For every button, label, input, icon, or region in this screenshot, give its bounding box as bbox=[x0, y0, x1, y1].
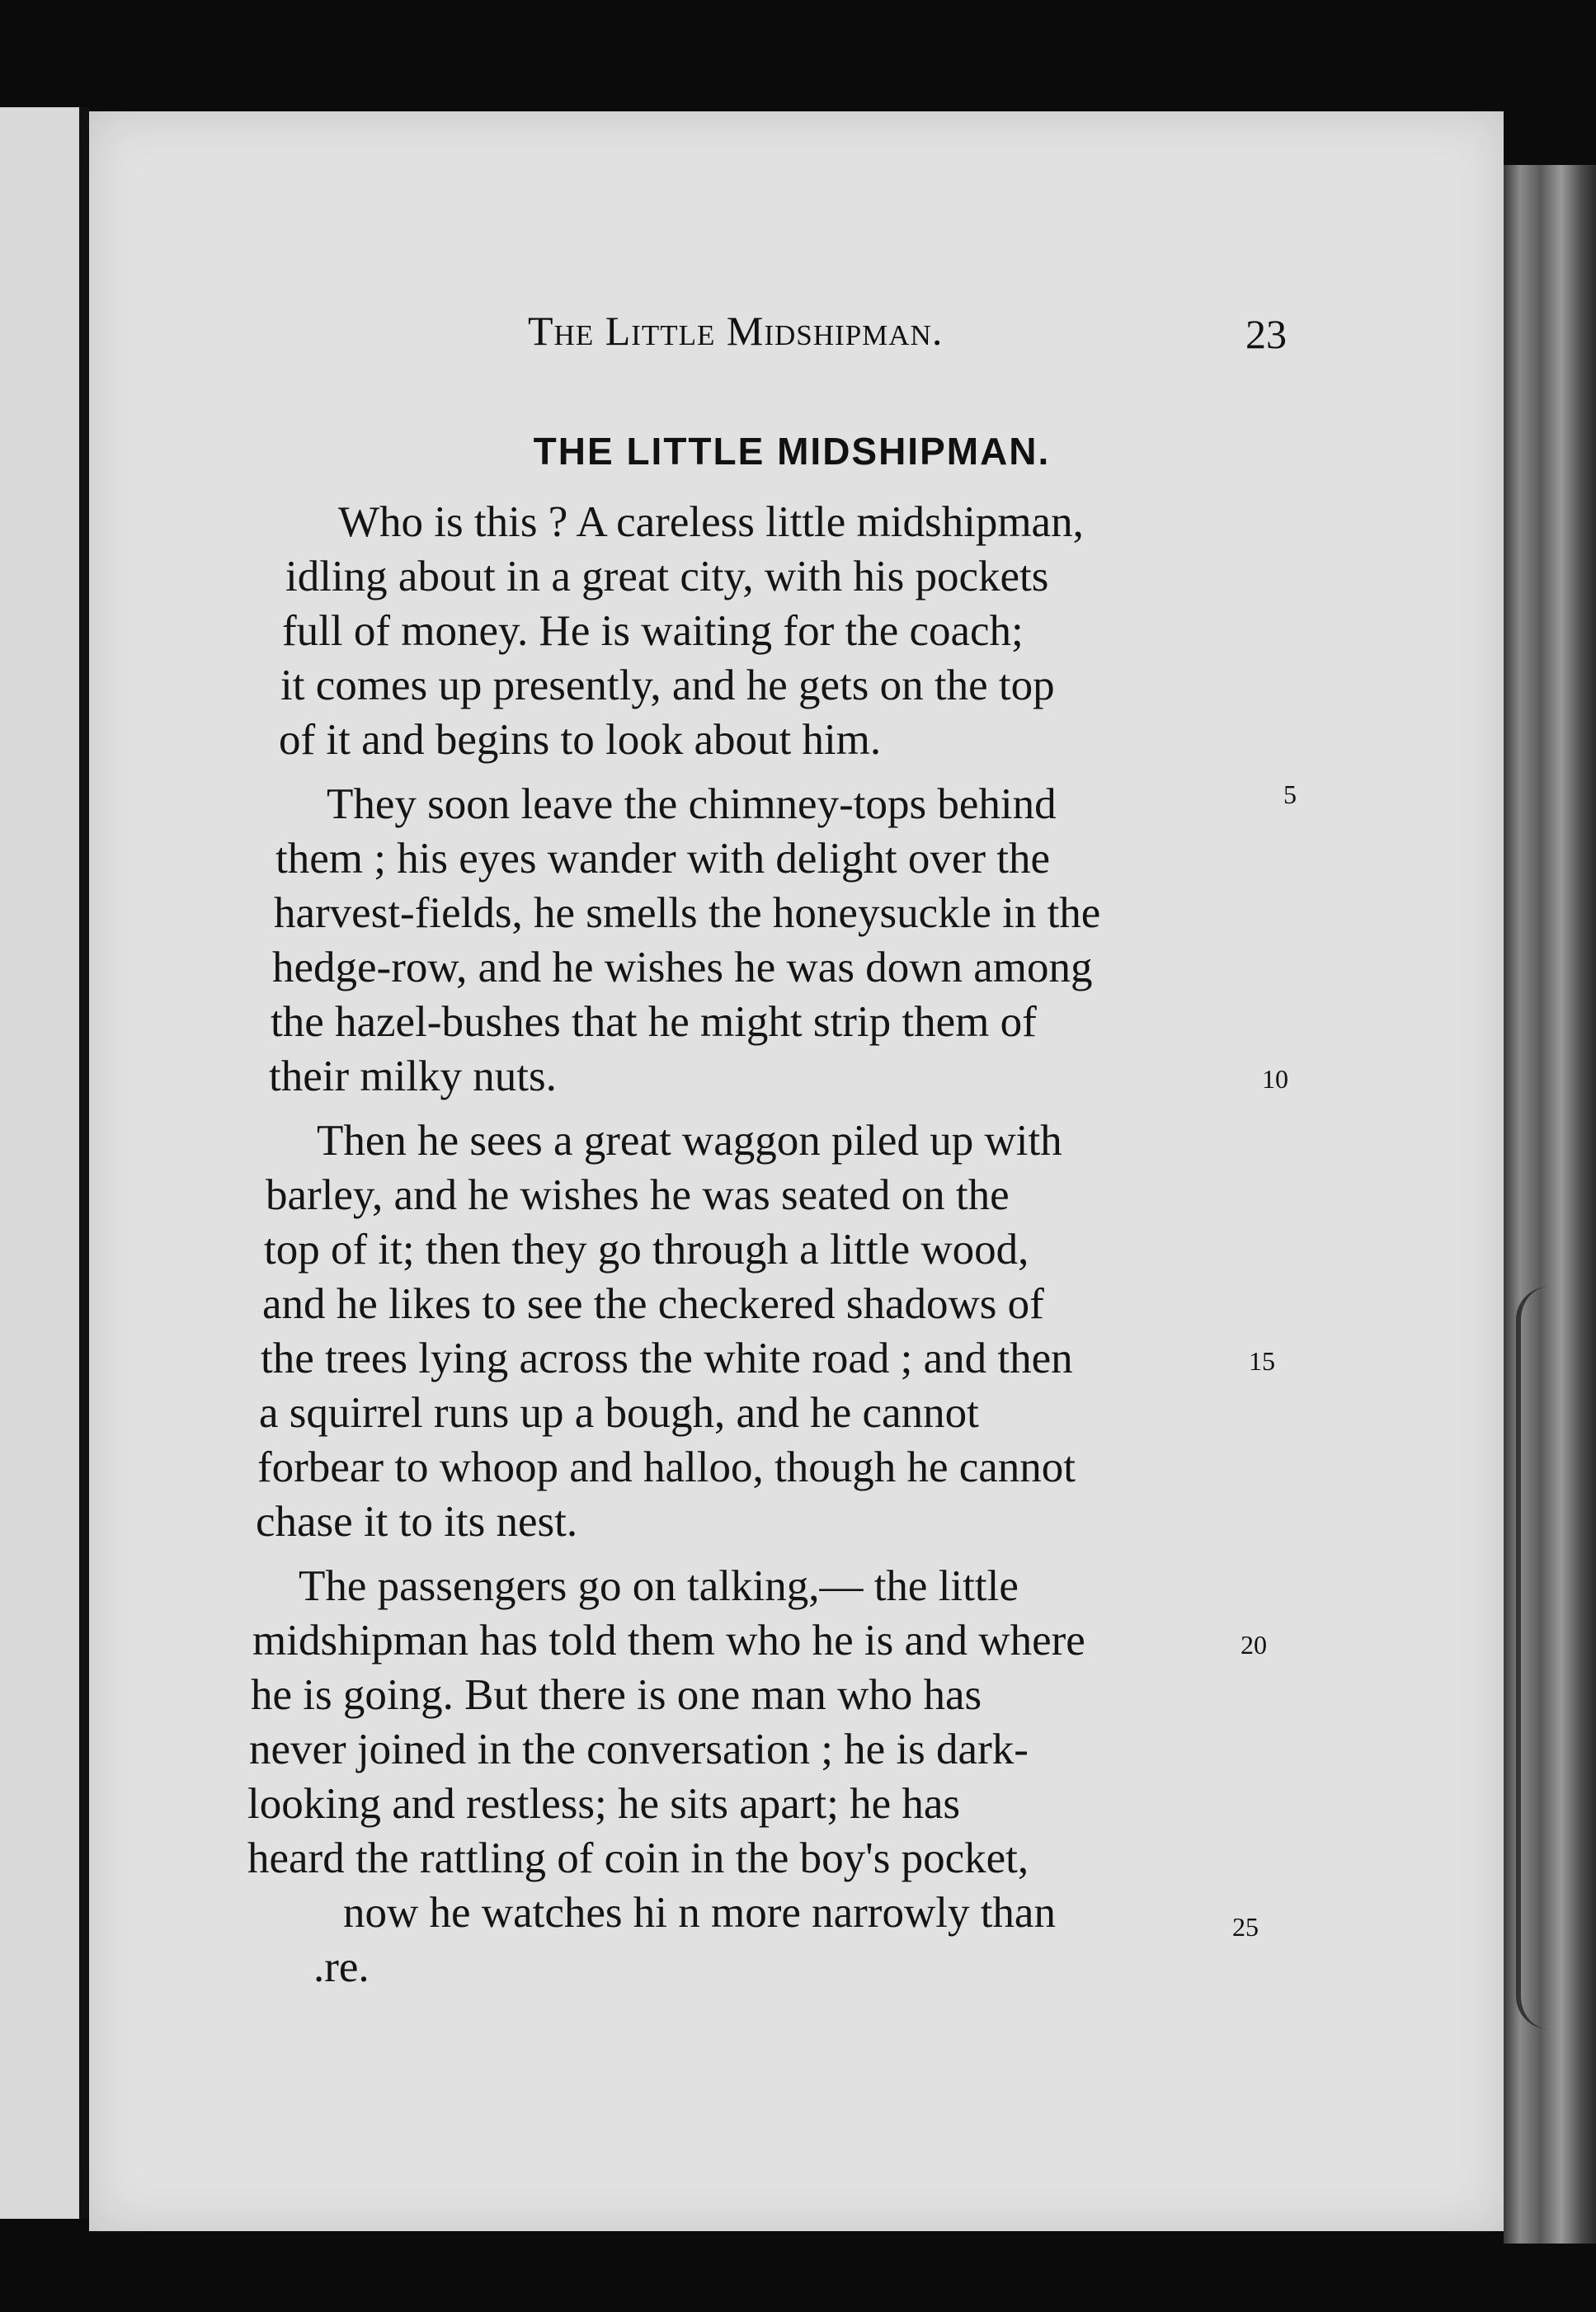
handwritten-mark bbox=[1516, 1287, 1587, 2029]
text-line: their milky nuts. bbox=[269, 1052, 557, 1100]
text-line: midshipman has told them who he is and where bbox=[252, 1617, 1085, 1665]
running-head: The Little Midshipman. bbox=[528, 308, 944, 354]
text-line: a squirrel runs up a bough, and he cannot bbox=[259, 1389, 979, 1437]
text-line: forbear to whoop and halloo, though he cannot bbox=[257, 1443, 1076, 1491]
gutter-shadow bbox=[79, 107, 89, 2219]
text-line: .re. bbox=[313, 1943, 370, 1991]
left-page-edge bbox=[0, 107, 82, 2219]
page-header bbox=[528, 307, 1287, 365]
text-line: The passengers go on talking,— the little bbox=[299, 1562, 1019, 1610]
text-line: They soon leave the chimney-tops behind bbox=[327, 780, 1057, 828]
text-line: them ; his eyes wander with delight over the bbox=[275, 835, 1051, 883]
line-number: 5 bbox=[1283, 779, 1297, 809]
text-line: the hazel-bushes that he might strip them of bbox=[271, 998, 1037, 1046]
text-line: and he likes to see the checkered shadows of bbox=[262, 1280, 1044, 1328]
text-line: heard the rattling of coin in the boy's pocket, bbox=[247, 1834, 1029, 1882]
line-number: 10 bbox=[1262, 1064, 1288, 1094]
text-line: chase it to its nest. bbox=[256, 1498, 578, 1546]
text-line: full of money. He is waiting for the coach; bbox=[282, 607, 1024, 655]
text-line: Who is this ? A careless little midshipman, bbox=[338, 498, 1084, 546]
line-number: 25 bbox=[1232, 1912, 1259, 1942]
text-line: it comes up presently, and he gets on the top bbox=[280, 662, 1055, 709]
page-number: 23 bbox=[1245, 311, 1287, 357]
text-line: Then he sees a great waggon piled up with bbox=[317, 1117, 1062, 1165]
text-line: now he watches hi n more narrowly than bbox=[343, 1889, 1056, 1937]
text-line: the trees lying across the white road ; and then bbox=[261, 1335, 1073, 1382]
line-number: 20 bbox=[1241, 1630, 1267, 1660]
text-line: looking and restless; he sits apart; he has bbox=[247, 1780, 961, 1828]
text-line: harvest-fields, he smells the honeysuckle in the bbox=[274, 889, 1101, 937]
text-line: hedge-row, and he wishes he was down among bbox=[272, 944, 1093, 991]
chapter-title: THE LITTLE MIDSHIPMAN. bbox=[533, 430, 1051, 473]
text-line: top of it; then they go through a little wood, bbox=[264, 1226, 1029, 1274]
text-line: of it and begins to look about him. bbox=[279, 716, 882, 764]
text-line: idling about in a great city, with his pockets bbox=[285, 553, 1049, 600]
text-line: he is going. But there is one man who has bbox=[251, 1671, 982, 1719]
text-line: never joined in the conversation ; he is dark- bbox=[249, 1726, 1029, 1773]
line-number: 15 bbox=[1249, 1346, 1275, 1376]
text-line: barley, and he wishes he was seated on the bbox=[266, 1171, 1010, 1219]
